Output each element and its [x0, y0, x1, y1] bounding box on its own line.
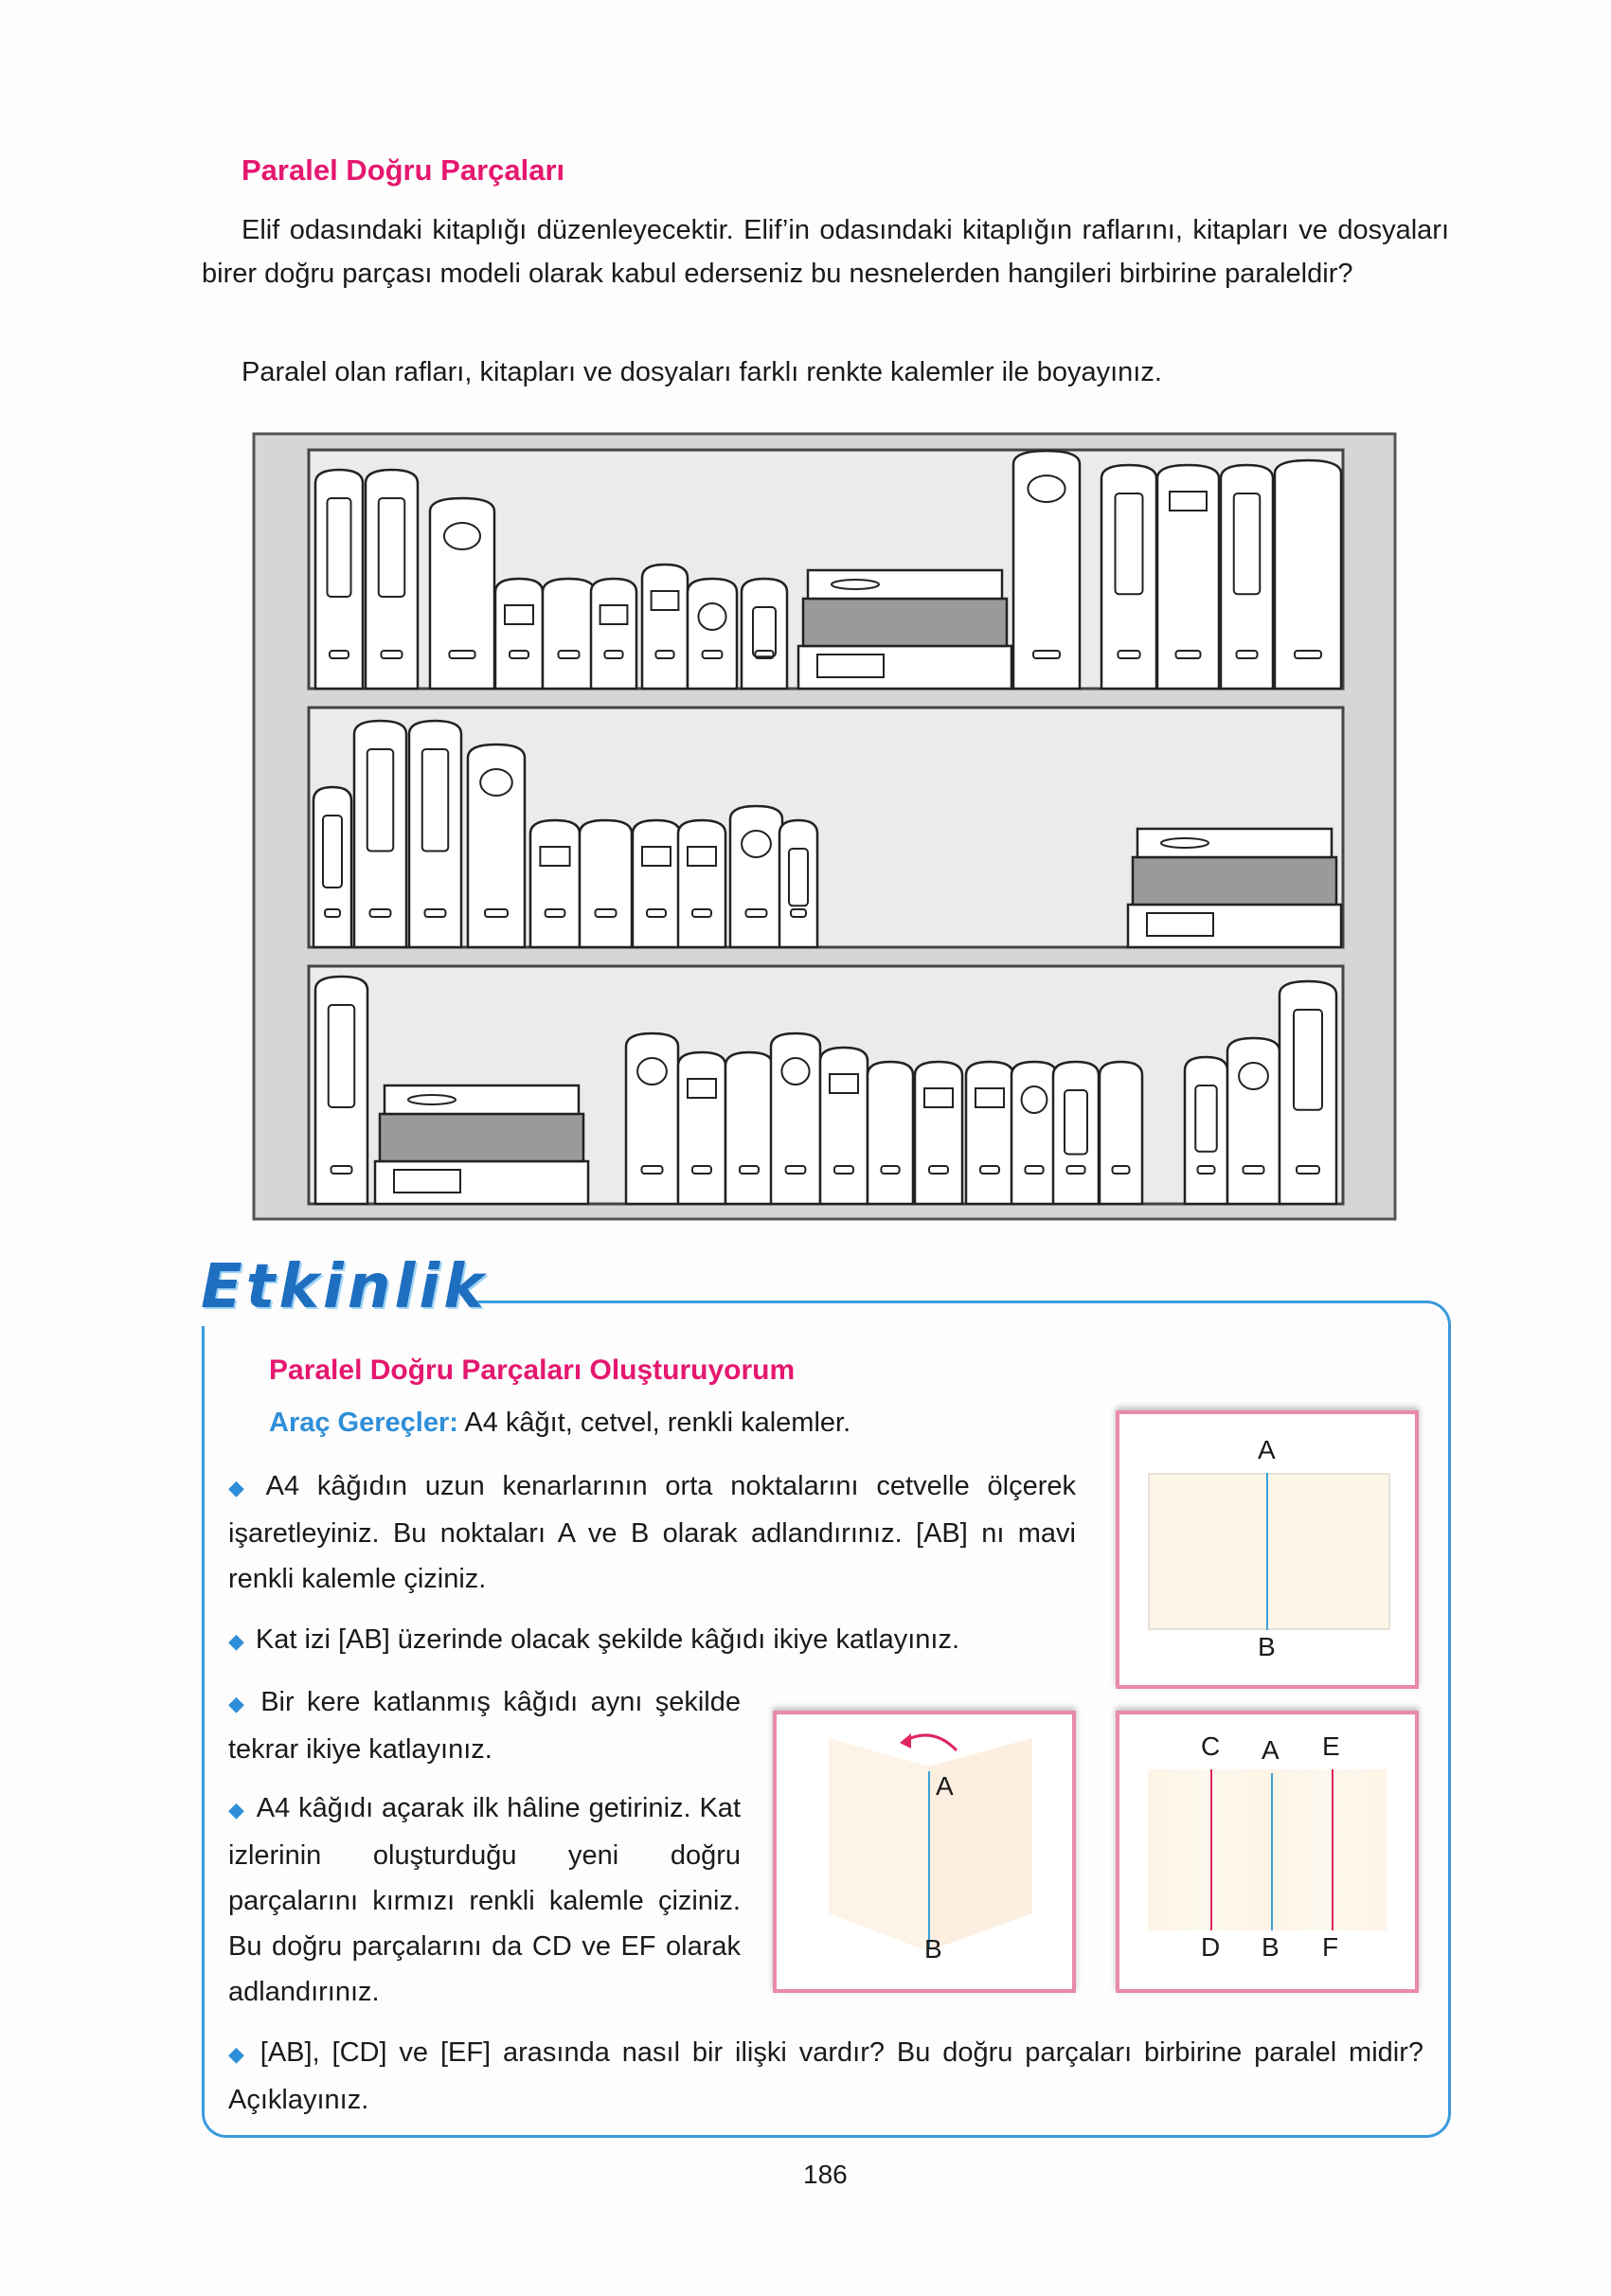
binder	[626, 1033, 678, 1204]
book-stack	[375, 1085, 588, 1204]
segment-cd	[1210, 1769, 1212, 1930]
binder	[580, 820, 632, 947]
binder	[543, 579, 595, 689]
binder	[820, 1048, 868, 1204]
section-title: Paralel Doğru Parçaları	[242, 153, 565, 187]
binder	[313, 787, 351, 947]
materials	[269, 1408, 850, 1439]
diamond-bullet-icon: ◆	[228, 1476, 255, 1499]
bookshelf-illustration	[252, 432, 1397, 1221]
label-b: B	[1262, 1932, 1280, 1962]
figure-paper-ab	[1116, 1410, 1419, 1689]
materials-text: A4 kâğıt, cetvel, renkli kalemler.	[457, 1408, 851, 1438]
binder	[725, 1052, 773, 1204]
label-b: B	[1258, 1632, 1276, 1661]
label-a: A	[936, 1771, 954, 1801]
intro-paragraph: Elif odasındaki kitaplığı düzenleyecektir. Elif’in odasındaki kitaplığın raflarını, kitapları ve dosyaları birer doğru parçası modeli olarak kabul ederseniz bu nesnelerden hangileri birbirine paraleldir?	[202, 215, 1449, 289]
label-b: B	[924, 1934, 942, 1964]
binder	[1011, 1062, 1057, 1204]
binder	[1013, 451, 1080, 689]
binder	[730, 806, 782, 947]
binder	[771, 1033, 820, 1204]
step-4: ◆ A4 kâğıdı açarak ilk hâline getiriniz. Kat izlerinin oluşturduğu yeni doğru parçalarını kırmızı renkli kalemle çiziniz. Bu doğru parçalarını da CD ve EF olarak adlandırınız.	[228, 1793, 741, 2007]
diamond-bullet-icon: ◆	[228, 1692, 250, 1715]
binder	[642, 565, 688, 689]
binder	[366, 470, 418, 689]
paper-sheet	[1148, 1769, 1387, 1930]
figure-parallel-segments	[1116, 1711, 1419, 1993]
binder	[1157, 465, 1219, 689]
figure-folded-paper	[773, 1711, 1076, 1993]
binder	[1275, 460, 1341, 689]
binder	[430, 498, 494, 689]
binder	[409, 721, 461, 947]
binder	[678, 820, 725, 947]
diamond-bullet-icon: ◆	[228, 1798, 245, 1821]
diamond-bullet-icon: ◆	[228, 2042, 249, 2066]
binder	[868, 1062, 913, 1204]
book-stack	[798, 570, 1011, 689]
binder	[742, 579, 787, 689]
binder	[530, 820, 580, 947]
activity-title: Paralel Doğru Parçaları Oluşturuyorum	[269, 1354, 796, 1386]
instruction-paragraph: Paralel olan rafları, kitapları ve dosyaları farklı renkte kalemler ile boyayınız.	[242, 357, 1162, 387]
step-5: ◆ [AB], [CD] ve [EF] arasında nasıl bir ilişki vardır? Bu doğru parçaları birbirine paralel midir? Açıklayınız.	[228, 2037, 1424, 2115]
binder	[1227, 1038, 1280, 1204]
book-stack	[1128, 829, 1341, 947]
page-number: 186	[803, 2160, 848, 2189]
label-c: C	[1201, 1731, 1221, 1761]
binder	[1101, 465, 1156, 689]
label-e: E	[1322, 1731, 1340, 1761]
binder	[966, 1062, 1013, 1204]
binder	[495, 579, 543, 689]
binder	[779, 820, 817, 947]
binder	[1280, 981, 1336, 1204]
binder	[1100, 1062, 1142, 1204]
segment-ab	[1271, 1773, 1273, 1930]
binder	[678, 1052, 725, 1204]
binder	[315, 977, 367, 1204]
binder	[688, 579, 737, 689]
step-1: ◆ A4 kâğıdın uzun kenarlarının orta noktalarını cetvelle ölçerek işaretleyiniz. Bu noktaları A ve B olarak adlandırınız. [AB] nı mavi renkli kalemle çiziniz.	[228, 1471, 1076, 1594]
label-a: A	[1262, 1735, 1280, 1765]
etkinlik-logo: Etkinlik	[201, 1252, 488, 1322]
segment-ef	[1332, 1769, 1334, 1930]
paper-sheet	[1148, 1473, 1390, 1630]
step-3: ◆ Bir kere katlanmış kâğıdı aynı şekilde tekrar ikiye katlayınız.	[228, 1687, 742, 1765]
binder	[354, 721, 406, 947]
fold-arrow-icon	[904, 1735, 957, 1750]
label-d: D	[1201, 1932, 1221, 1962]
diamond-bullet-icon: ◆	[228, 1629, 244, 1653]
binder	[633, 820, 680, 947]
materials-label: Araç Gereçler:	[269, 1408, 458, 1438]
binder	[915, 1062, 962, 1204]
step-2: ◆ Kat izi [AB] üzerinde olacak şekilde kâğıdı ikiye katlayınız.	[228, 1624, 960, 1655]
label-f: F	[1322, 1932, 1339, 1962]
binder	[1053, 1062, 1099, 1204]
binder	[1221, 465, 1273, 689]
label-a: A	[1258, 1435, 1276, 1464]
segment-ab	[1266, 1473, 1268, 1630]
binder	[1185, 1057, 1227, 1204]
binder	[315, 470, 363, 689]
binder	[468, 744, 525, 947]
binder	[591, 579, 636, 689]
